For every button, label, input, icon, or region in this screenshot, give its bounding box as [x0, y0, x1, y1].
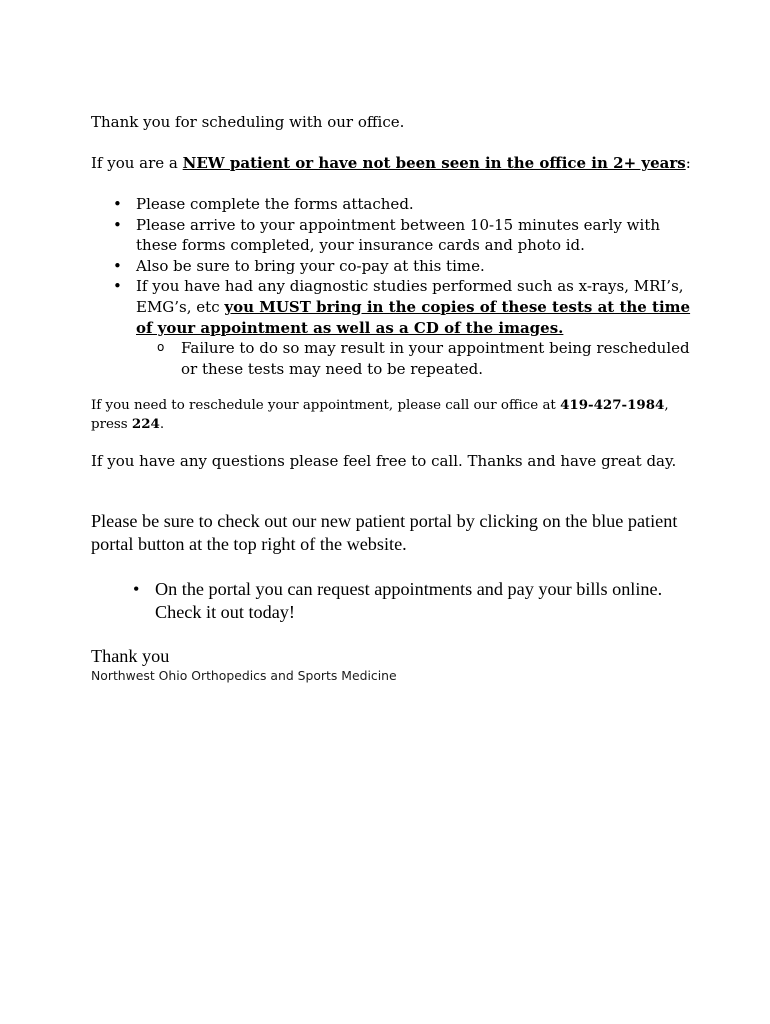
closing-text: Thank you	[91, 646, 170, 666]
portal-list	[91, 578, 671, 624]
reschedule-text	[91, 396, 691, 434]
instruction-sub-item	[136, 338, 691, 379]
instruction-sub-text: Failure to do so may result in your appointment being rescheduled or these tests may need to be repeated.	[181, 339, 690, 378]
organization-name: Northwest Ohio Orthopedics and Sports Medicine	[91, 668, 397, 683]
bullet-icon: •	[113, 277, 122, 296]
instruction-item	[91, 276, 691, 379]
circle-bullet-icon: o	[157, 340, 165, 355]
instruction-sub-list	[136, 338, 691, 379]
reschedule-prefix: If you need to reschedule your appointment, please call our office at	[91, 398, 561, 413]
new-patient-prefix: If you are a	[91, 154, 183, 172]
questions-text: If you have any questions please feel free to call. Thanks and have great day.	[91, 452, 677, 470]
bullet-icon: •	[133, 579, 140, 599]
reschedule-suffix: .	[159, 417, 165, 432]
instruction-item	[91, 215, 691, 256]
intro-text: Thank you for scheduling with our office.	[91, 113, 405, 131]
instruction-text: Please complete the forms attached.	[136, 195, 414, 213]
instruction-text: Also be sure to bring your co-pay at this time.	[136, 256, 485, 275]
bullet-icon: •	[113, 256, 122, 275]
instruction-list	[91, 194, 691, 379]
phone-extension: 224	[131, 416, 160, 432]
new-patient-heading	[91, 153, 711, 173]
new-patient-suffix: :	[685, 154, 691, 172]
instruction-item	[91, 194, 691, 215]
instruction-text: If you have had any diagnostic studies performed such as x-rays, MRI’s, EMG’s, etc	[136, 277, 684, 316]
portal-item	[91, 578, 671, 624]
instruction-emphasis: you MUST bring in the copies of these tests at the time of your appointment as well as a CD of the images.	[136, 297, 691, 337]
bullet-icon: •	[113, 195, 122, 213]
instruction-text: Please arrive to your appointment between 10-15 minutes early with these forms completed, your insurance cards and photo id.	[136, 215, 661, 255]
bullet-icon: •	[113, 215, 122, 234]
phone-number: 419-427-1984	[560, 397, 665, 413]
new-patient-emphasis: NEW patient or have not been seen in the office in 2+ years	[182, 154, 686, 172]
instruction-item	[91, 256, 691, 277]
portal-paragraph: Please be sure to check out our new patient portal by clicking on the blue patient portal button at the top right of the website.	[91, 511, 678, 554]
reschedule-middle: , press	[91, 398, 669, 432]
portal-item-text: On the portal you can request appointments and pay your bills online. Check it out today!	[155, 579, 663, 622]
